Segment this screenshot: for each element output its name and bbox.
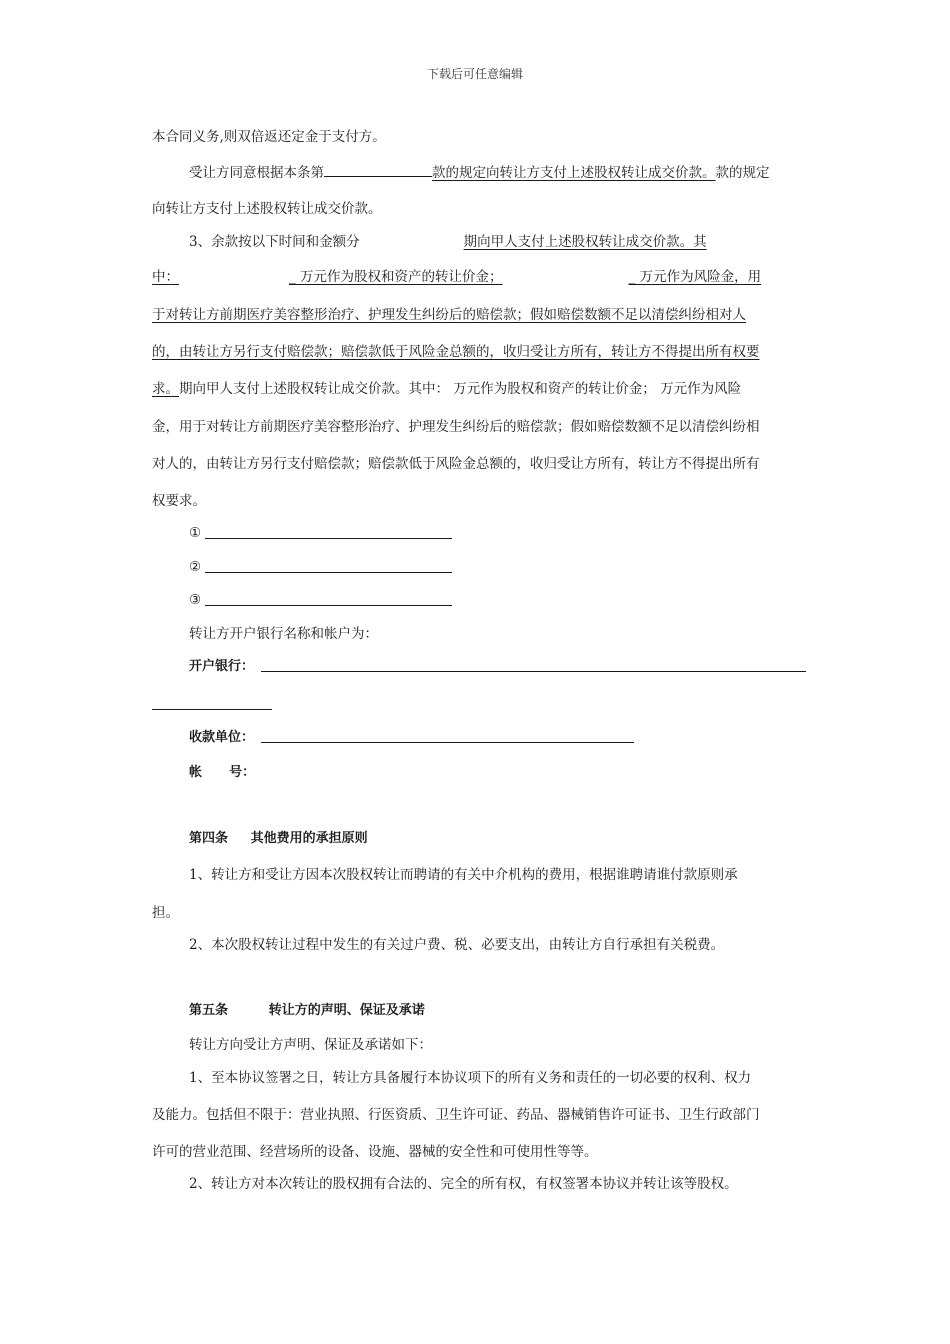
balance-transfer-price: _ 万元作为股权和资产的转让价金；	[289, 269, 503, 285]
bank-label: 开户银行：	[189, 659, 255, 674]
item-marker-1: ①	[189, 525, 202, 541]
balance-text-underlined	[360, 234, 707, 250]
paragraph-balance-line6: 金，用于对转让方前期医疗美容整形治疗、护理发生纠纷后的赔偿款；假如赔偿数额不足以清偿纠纷相	[152, 419, 760, 435]
blank-item-3[interactable]	[205, 605, 452, 606]
balance-zhong: 中：	[152, 269, 179, 285]
blank-item-2[interactable]	[205, 572, 452, 573]
article-5-title: 第五条 转让方的声明、保证及承诺	[189, 1003, 425, 1018]
article-5-intro: 转让方向受让方声明、保证及承诺如下：	[189, 1037, 432, 1053]
payee-label: 收款单位：	[189, 730, 255, 745]
account-label: 帐 号：	[189, 765, 256, 780]
paragraph-transferee-payment	[189, 162, 770, 182]
payment-text-tail: 款的规定	[715, 165, 770, 181]
payment-text-post: 款的规定向转让方支付上述股权转让成交价款。	[432, 165, 716, 181]
paragraph-balance-line3: 于对转让方前期医疗美容整形治疗、护理发生纠纷后的赔偿款；假如赔偿数额不足以清偿纠纷相对人	[152, 307, 746, 323]
balance-risk-fund: _ 万元作为风险金，用	[628, 269, 762, 285]
blank-installments[interactable]	[360, 232, 464, 246]
article-4-p1: 1、转让方和受让方因本次股权转让而聘请的有关中介机构的费用，根据谁聘请谁付款原则承	[189, 867, 738, 883]
paragraph-balance-line2	[152, 268, 761, 286]
balance-text-pre: 3、余款按以下时间和金额分	[189, 234, 360, 250]
bank-intro: 转让方开户银行名称和帐户为：	[189, 626, 378, 642]
list-item	[189, 558, 201, 576]
article-4-p2: 2、本次股权转让过程中发生的有关过户费、税、必要支出，由转让方自行承担有关税费。	[189, 937, 725, 953]
article-5-p1-line2: 及能力。包括但不限于：营业执照、行医资质、卫生许可证、药品、器械销售许可证书、卫生行政部门	[152, 1107, 760, 1123]
page-header: 下载后可任意编辑	[426, 67, 523, 81]
article-4-p1-cont: 担。	[152, 905, 179, 921]
balance-line5-underlined: 求。	[152, 381, 179, 397]
paragraph-balance-line5	[152, 380, 741, 398]
blank-clause-number[interactable]	[324, 162, 432, 177]
item-marker-2: ②	[189, 559, 202, 575]
payee-field[interactable]	[261, 742, 634, 743]
paragraph-balance	[189, 232, 707, 251]
article-4-title: 第四条 其他费用的承担原则	[189, 831, 368, 846]
paragraph-transferee-payment-cont: 向转让方支付上述股权转让成交价款。	[152, 201, 382, 217]
balance-text-post: 期向甲人支付上述股权转让成交价款。其	[463, 234, 707, 250]
bank-name-field[interactable]	[261, 671, 806, 672]
paragraph-balance-line7: 对人的，由转让方另行支付赔偿款；赔偿款低于风险金总额的，收归受让方所有，转让方不得提出所有	[152, 456, 760, 472]
paragraph-balance-line8: 权要求。	[152, 493, 206, 509]
payment-text-pre: 受让方同意根据本条第	[189, 165, 324, 181]
blank-item-1[interactable]	[205, 538, 452, 539]
article-5-p1: 1、至本协议签署之日，转让方具备履行本协议项下的所有义务和责任的一切必要的权利、权力	[189, 1070, 752, 1086]
item-marker-3: ③	[189, 592, 202, 608]
article-5-p2: 2、转让方对本次转让的股权拥有合法的、完全的所有权，有权签署本协议并转让该等股权。	[189, 1176, 738, 1192]
balance-line5-rest: 期向甲人支付上述股权转让成交价款。其中： 万元作为股权和资产的转让价金； 万元作为风险	[179, 381, 742, 397]
bank-name-field-cont[interactable]	[152, 709, 272, 710]
article-5-p1-line3: 许可的营业范围、经营场所的设备、设施、器械的安全性和可使用性等等。	[152, 1144, 598, 1160]
list-item	[189, 591, 201, 609]
paragraph-deposit: 本合同义务,则双倍返还定金于支付方。	[152, 129, 386, 145]
list-item	[189, 524, 201, 542]
paragraph-balance-line4: 的，由转让方另行支付赔偿款；赔偿款低于风险金总额的，收归受让方所有，转让方不得提出所有权要	[152, 344, 760, 360]
